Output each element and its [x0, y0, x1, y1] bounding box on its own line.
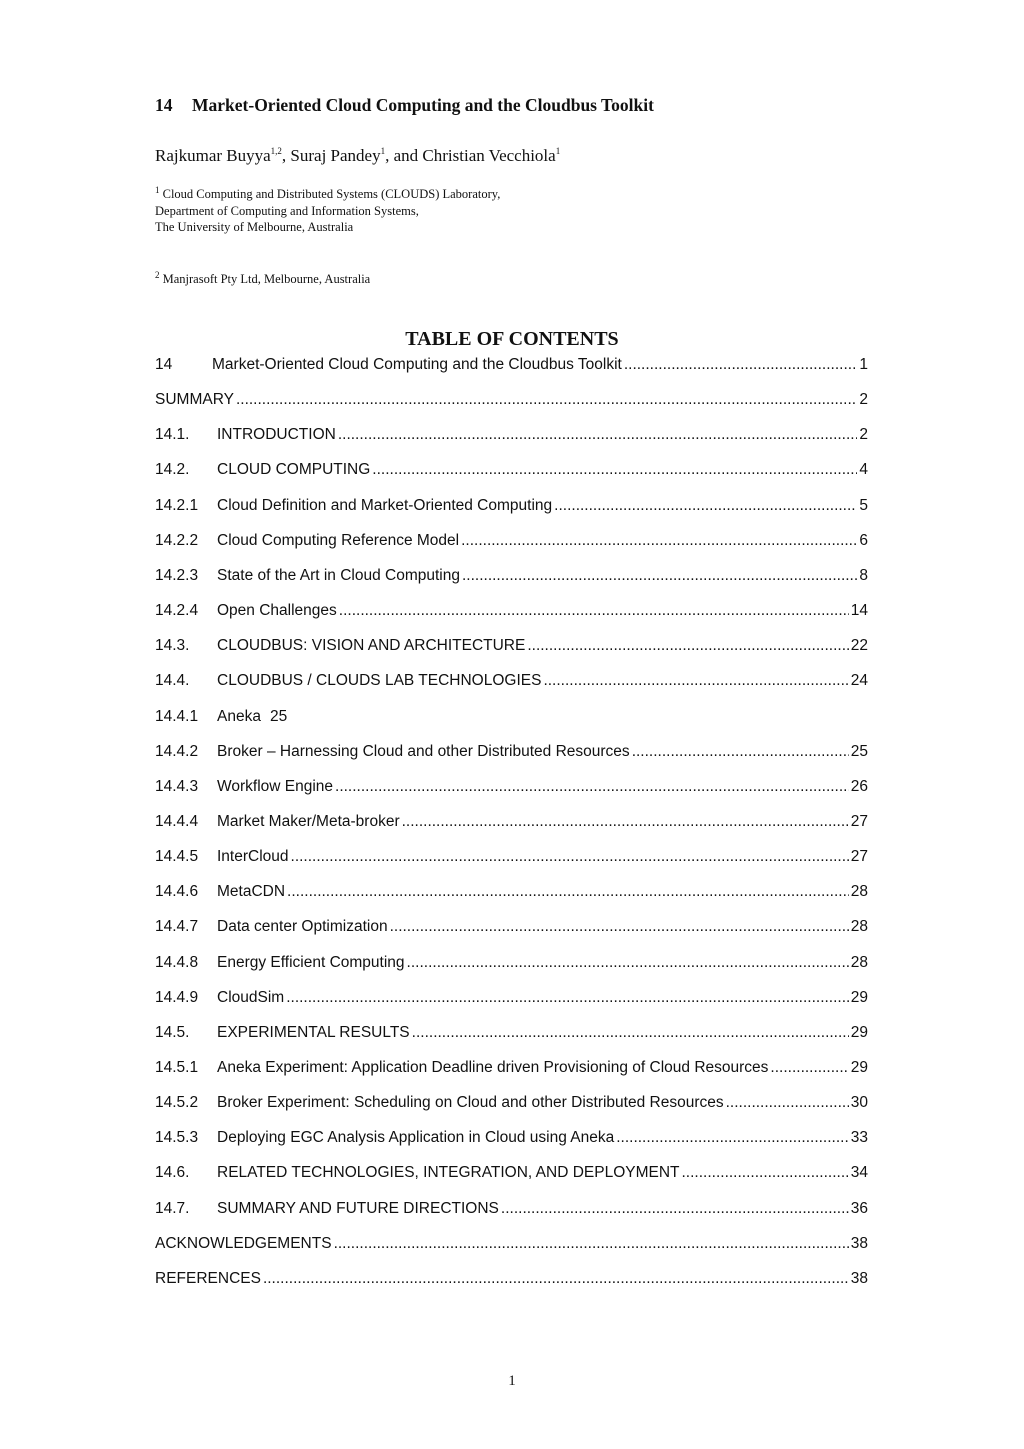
author-name: Suraj Pandey	[290, 146, 381, 165]
toc-entry-page[interactable]: 29	[850, 1059, 868, 1076]
toc-entry-page[interactable]: 28	[850, 918, 868, 936]
author-affiliation-sup: 1,2	[270, 146, 282, 156]
toc-entry[interactable]	[155, 567, 868, 589]
toc-entry-page[interactable]: 5	[859, 496, 868, 514]
toc-entry-page[interactable]: 27	[850, 848, 868, 866]
toc-entry-page[interactable]: 28	[850, 883, 868, 901]
author-separator: ,	[281, 146, 291, 165]
toc-entry[interactable]	[155, 497, 868, 519]
toc-entry-title[interactable]: Workflow Engine	[217, 777, 334, 795]
toc-entry-title[interactable]: Energy Efficient Computing	[217, 953, 405, 971]
toc-entry[interactable]	[155, 1200, 868, 1222]
toc-entry[interactable]	[155, 743, 868, 765]
toc-dot-leader	[616, 1129, 849, 1147]
toc-entry-number: 14.4.4	[155, 812, 199, 830]
toc-dot-leader	[407, 954, 849, 972]
toc-dot-leader	[236, 391, 857, 409]
toc-entry-title[interactable]: ACKNOWLEDGEMENTS	[155, 1234, 332, 1252]
toc-entry-page[interactable]: 2	[859, 426, 868, 444]
toc-entry-title[interactable]: INTRODUCTION	[217, 426, 336, 444]
toc-entry-number: 14.5.1	[155, 1059, 199, 1076]
toc-entry[interactable]	[155, 954, 868, 976]
toc-entry-page[interactable]: 2	[859, 391, 868, 409]
author-affiliation-sup: 1	[380, 146, 386, 156]
toc-entry-title[interactable]: SUMMARY AND FUTURE DIRECTIONS	[217, 1199, 499, 1217]
author-name: Christian Vecchiola	[422, 146, 556, 165]
toc-entry-number: 14.5.3	[155, 1129, 199, 1147]
toc-entry-title[interactable]: SUMMARY	[155, 391, 234, 409]
toc-entry-title[interactable]: REFERENCES	[155, 1269, 261, 1287]
affiliation-mark: 2	[155, 270, 160, 280]
toc-entry-page[interactable]: 36	[850, 1199, 868, 1217]
toc-entry-title[interactable]: Broker Experiment: Scheduling on Cloud and other Distributed Resources	[217, 1094, 724, 1112]
toc-entry-title[interactable]: RELATED TECHNOLOGIES, INTEGRATION, AND DEPLOYMENT	[217, 1164, 680, 1182]
toc-entry-number: 14.1.	[155, 426, 190, 444]
toc-entry[interactable]	[155, 672, 868, 694]
toc-dot-leader	[372, 461, 857, 479]
toc-dot-leader	[501, 1200, 849, 1218]
toc-entry-title[interactable]: Cloud Computing Reference Model	[217, 531, 460, 549]
toc-entry-number: 14.4.	[155, 672, 190, 690]
toc-dot-leader	[412, 1024, 849, 1042]
chapter-title	[155, 95, 654, 116]
toc-entry-page[interactable]: 22	[850, 637, 868, 655]
toc-entry-title[interactable]: CLOUDBUS: VISION AND ARCHITECTURE	[217, 637, 526, 655]
toc-entry-page[interactable]: 29	[850, 988, 868, 1006]
toc-entry-number: 14.4.7	[155, 918, 199, 936]
toc-entry[interactable]	[155, 1129, 868, 1151]
toc-heading: TABLE OF CONTENTS	[405, 328, 619, 350]
toc-entry-title[interactable]: Data center Optimization	[217, 918, 388, 936]
toc-dot-leader	[554, 497, 857, 515]
toc-entry-title[interactable]: Aneka	[217, 707, 261, 725]
toc-entry-title[interactable]: Market Maker/Meta-broker	[217, 812, 400, 830]
toc-entry[interactable]	[155, 602, 868, 624]
toc-dot-leader	[462, 567, 857, 585]
toc-entry-page[interactable]: 38	[850, 1269, 868, 1287]
toc-entry-number: 14.4.2	[155, 742, 199, 760]
toc-dot-leader	[291, 848, 849, 866]
author-affiliation-sup: 1	[555, 146, 561, 156]
toc-entry-page[interactable]: 29	[850, 1023, 868, 1041]
toc-entry-title[interactable]: InterCloud	[217, 848, 289, 866]
toc-entry-title[interactable]: Open Challenges	[217, 602, 337, 620]
toc-entry-title[interactable]: CLOUDBUS / CLOUDS LAB TECHNOLOGIES	[217, 672, 542, 690]
toc-entry-number: 14.6.	[155, 1164, 190, 1182]
toc-entry[interactable]	[155, 1164, 868, 1186]
toc-dot-leader	[682, 1164, 849, 1182]
affiliation-line: Cloud Computing and Distributed Systems (CLOUDS) Laboratory,	[162, 187, 501, 201]
toc-entry-number: 14.4.6	[155, 883, 199, 901]
affiliation-mark: 1	[155, 185, 160, 195]
toc-dot-leader	[624, 356, 858, 374]
author-list	[155, 146, 560, 166]
toc-dot-leader	[390, 918, 849, 936]
toc-entry-number: 14.4.1	[155, 707, 199, 725]
toc-entry-number: 14.5.2	[155, 1094, 199, 1112]
toc-entry-page[interactable]: 14	[850, 602, 868, 620]
toc-entry[interactable]	[155, 356, 868, 378]
toc-entry[interactable]	[155, 532, 868, 554]
toc-entry-page[interactable]: 27	[850, 812, 868, 830]
toc-entry[interactable]	[155, 1235, 868, 1257]
toc-entry[interactable]	[155, 1024, 868, 1046]
affiliation-line: The University of Melbourne, Australia	[155, 220, 354, 234]
toc-entry-number: 14.5.	[155, 1023, 190, 1041]
toc-entry-page[interactable]: 30	[850, 1094, 868, 1112]
toc-dot-leader	[402, 813, 849, 831]
toc-entry-page[interactable]: 38	[850, 1234, 868, 1252]
toc-entry-page[interactable]: 24	[850, 672, 868, 690]
toc-entry[interactable]	[155, 918, 868, 940]
toc-entry-number: 14.3.	[155, 637, 190, 655]
toc-dot-leader	[527, 637, 848, 655]
toc-entry-number: 14.4.8	[155, 953, 199, 971]
toc-entry-number: 14.2.2	[155, 531, 199, 549]
toc-entry[interactable]	[155, 848, 868, 870]
toc-entry-page[interactable]: 4	[859, 461, 868, 479]
toc-entry-page[interactable]: 1	[859, 356, 868, 373]
toc-entry[interactable]	[155, 1059, 868, 1081]
toc-entry[interactable]	[155, 778, 868, 800]
toc-entry-page[interactable]: 6	[859, 531, 868, 549]
toc-entry[interactable]	[155, 813, 868, 835]
toc-dot-leader	[334, 1235, 849, 1253]
toc-dot-leader	[335, 778, 849, 796]
toc-entry-title[interactable]: Cloud Definition and Market-Oriented Computing	[217, 496, 553, 514]
toc-entry-page[interactable]: 25	[850, 742, 868, 760]
toc-entry-title[interactable]: EXPERIMENTAL RESULTS	[217, 1023, 410, 1041]
affiliation-1	[155, 182, 500, 236]
toc-entry-title[interactable]: Market-Oriented Cloud Computing and the Cloudbus Toolkit	[212, 356, 622, 373]
toc-entry-number: 14.4.3	[155, 777, 199, 795]
toc-entry[interactable]	[155, 391, 868, 413]
chapter-number: 14	[155, 95, 173, 115]
toc-entry[interactable]	[155, 708, 868, 730]
toc-entry-page[interactable]: 8	[859, 566, 868, 584]
toc-entry-page[interactable]: 26	[850, 777, 868, 795]
toc-dot-leader	[338, 426, 858, 444]
toc-dot-leader	[339, 602, 849, 620]
toc-dot-leader	[632, 743, 849, 761]
toc-entry[interactable]	[155, 989, 868, 1011]
toc-entry-title[interactable]: Broker – Harnessing Cloud and other Distributed Resources	[217, 742, 630, 760]
toc-dot-leader	[543, 672, 848, 690]
toc-entry-number: 14.2.1	[155, 496, 199, 514]
toc-entry-title[interactable]: State of the Art in Cloud Computing	[217, 566, 460, 584]
toc-entry-page[interactable]: 25	[269, 707, 288, 725]
toc-entry[interactable]	[155, 883, 868, 905]
toc-entry[interactable]	[155, 1094, 868, 1116]
toc-entry-number: 14.4.9	[155, 988, 199, 1006]
toc-entry-title[interactable]: Deploying EGC Analysis Application in Cloud using Aneka	[217, 1129, 615, 1147]
toc-dot-leader	[726, 1094, 849, 1112]
toc-entry-number: 14	[155, 356, 173, 373]
toc-entry-number: 14.4.5	[155, 848, 199, 866]
toc-entry[interactable]	[155, 637, 868, 659]
toc-entry-number: 14.2.4	[155, 602, 199, 620]
affiliation-2	[155, 267, 370, 288]
toc-dot-leader	[461, 532, 857, 550]
author-name: Rajkumar Buyya	[155, 146, 271, 165]
toc-entry-title[interactable]: Aneka Experiment: Application Deadline driven Provisioning of Cloud Resources	[217, 1059, 769, 1076]
toc-dot-leader	[286, 989, 849, 1007]
toc-dot-leader	[263, 1270, 849, 1288]
affiliation-line: Department of Computing and Information Systems,	[155, 203, 419, 218]
toc-entry-number: 14.2.	[155, 461, 190, 479]
toc-entry-title[interactable]: MetaCDN	[217, 883, 286, 901]
author-separator: , and	[385, 146, 423, 165]
toc-entry[interactable]	[155, 1270, 868, 1292]
toc-entry-title[interactable]: CLOUD COMPUTING	[217, 461, 371, 479]
toc-entry[interactable]	[155, 426, 868, 448]
toc-dot-leader	[770, 1059, 848, 1077]
toc-entry-title[interactable]: CloudSim	[217, 988, 285, 1006]
toc-entry-number: 14.2.3	[155, 566, 199, 584]
affiliation-line: Manjrasoft Pty Ltd, Melbourne, Australia	[162, 272, 371, 286]
toc-entry[interactable]	[155, 461, 868, 483]
toc-entry-number: 14.7.	[155, 1199, 190, 1217]
toc-entry-page[interactable]: 34	[850, 1164, 868, 1182]
toc-entry-page[interactable]: 28	[850, 953, 868, 971]
chapter-title-text: Market-Oriented Cloud Computing and the Cloudbus Toolkit	[192, 95, 654, 115]
toc-entry-page[interactable]: 33	[850, 1129, 868, 1147]
toc-dot-leader	[287, 883, 849, 901]
page-number: 1	[508, 1373, 516, 1389]
